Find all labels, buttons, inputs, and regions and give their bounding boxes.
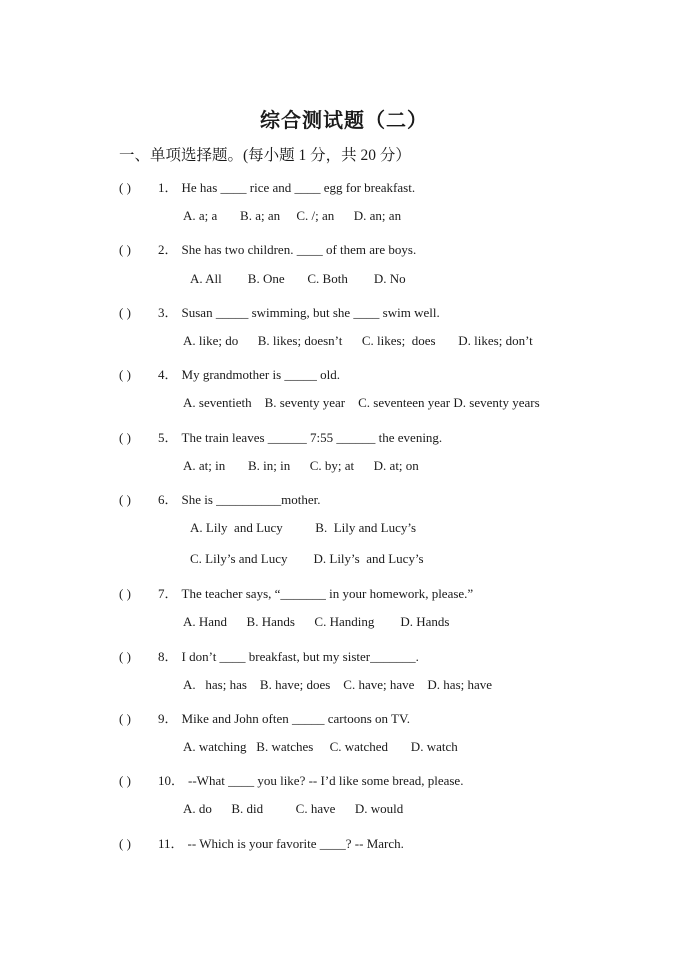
question-2-options: A. All B. One C. Both D. No bbox=[190, 271, 406, 286]
answer-blank: ( ) bbox=[119, 430, 131, 445]
answer-blank: ( ) bbox=[119, 586, 131, 601]
question-6 bbox=[119, 489, 321, 508]
question-number: 9． bbox=[158, 711, 178, 726]
answer-blank: ( ) bbox=[119, 649, 131, 664]
question-2 bbox=[119, 239, 416, 258]
question-text: Susan _____ swimming, but she ____ swim well. bbox=[181, 305, 440, 320]
question-11 bbox=[119, 833, 404, 852]
answer-blank: ( ) bbox=[119, 305, 131, 320]
question-number: 4． bbox=[158, 367, 178, 382]
question-text: He has ____ rice and ____ egg for breakfast. bbox=[181, 180, 416, 195]
question-text: The teacher says, “_______ in your homework, please.” bbox=[181, 586, 474, 601]
question-5 bbox=[119, 427, 442, 446]
question-text: My grandmother is _____ old. bbox=[181, 367, 341, 382]
question-number: 2． bbox=[158, 242, 178, 257]
question-6-options-row-1: A. Lily and Lucy B. Lily and Lucy’s bbox=[190, 520, 417, 535]
answer-blank: ( ) bbox=[119, 773, 131, 788]
question-10-options: A. do B. did C. have D. would bbox=[183, 801, 404, 816]
question-number: 3． bbox=[158, 305, 178, 320]
question-number: 6． bbox=[158, 492, 178, 507]
question-number: 5． bbox=[158, 430, 178, 445]
question-number: 7． bbox=[158, 586, 178, 601]
question-number: 1． bbox=[158, 180, 178, 195]
question-3-options: A. like; do B. likes; doesn’t C. likes; does D. likes; don’t bbox=[183, 333, 533, 348]
answer-blank: ( ) bbox=[119, 367, 131, 382]
question-9 bbox=[119, 708, 410, 727]
question-text: Mike and John often _____ cartoons on TV. bbox=[181, 711, 410, 726]
question-7-options: A. Hand B. Hands C. Handing D. Hands bbox=[183, 614, 450, 629]
question-8-options: A. has; has B. have; does C. have; have D. has; have bbox=[183, 677, 493, 692]
question-1-options: A. a; a B. a; an C. /; an D. an; an bbox=[183, 208, 402, 223]
question-3 bbox=[119, 302, 440, 321]
question-4 bbox=[119, 364, 340, 383]
question-number: 11． bbox=[158, 836, 184, 851]
answer-blank: ( ) bbox=[119, 492, 131, 507]
question-text: -- Which is your favorite ____? -- March. bbox=[187, 836, 404, 851]
answer-blank: ( ) bbox=[119, 711, 131, 726]
page-title: 综合测试题（二） bbox=[260, 110, 428, 132]
question-number: 8． bbox=[158, 649, 178, 664]
question-text: She is __________mother. bbox=[181, 492, 321, 507]
question-10 bbox=[119, 770, 463, 789]
answer-blank: ( ) bbox=[119, 836, 131, 851]
question-number: 10． bbox=[158, 773, 185, 788]
answer-blank: ( ) bbox=[119, 180, 131, 195]
question-text: --What ____ you like? -- I’d like some bread, please. bbox=[188, 773, 464, 788]
question-9-options: A. watching B. watches C. watched D. watch bbox=[183, 739, 458, 754]
question-text: She has two children. ____ of them are boys. bbox=[181, 242, 417, 257]
answer-blank: ( ) bbox=[119, 242, 131, 257]
section-heading: 一、单项选择题。(每小题 1 分，共 20 分） bbox=[119, 147, 411, 164]
question-7 bbox=[119, 583, 473, 602]
question-5-options: A. at; in B. in; in C. by; at D. at; on bbox=[183, 458, 419, 473]
question-text: I don’t ____ breakfast, but my sister_______. bbox=[181, 649, 419, 664]
question-text: The train leaves ______ 7:55 ______ the evening. bbox=[181, 430, 443, 445]
question-4-options: A. seventieth B. seventy year C. seventeen year D. seventy years bbox=[183, 395, 540, 410]
question-6-options-row-2: C. Lily’s and Lucy D. Lily’s and Lucy’s bbox=[190, 551, 424, 566]
question-8 bbox=[119, 646, 419, 665]
question-1 bbox=[119, 177, 415, 196]
